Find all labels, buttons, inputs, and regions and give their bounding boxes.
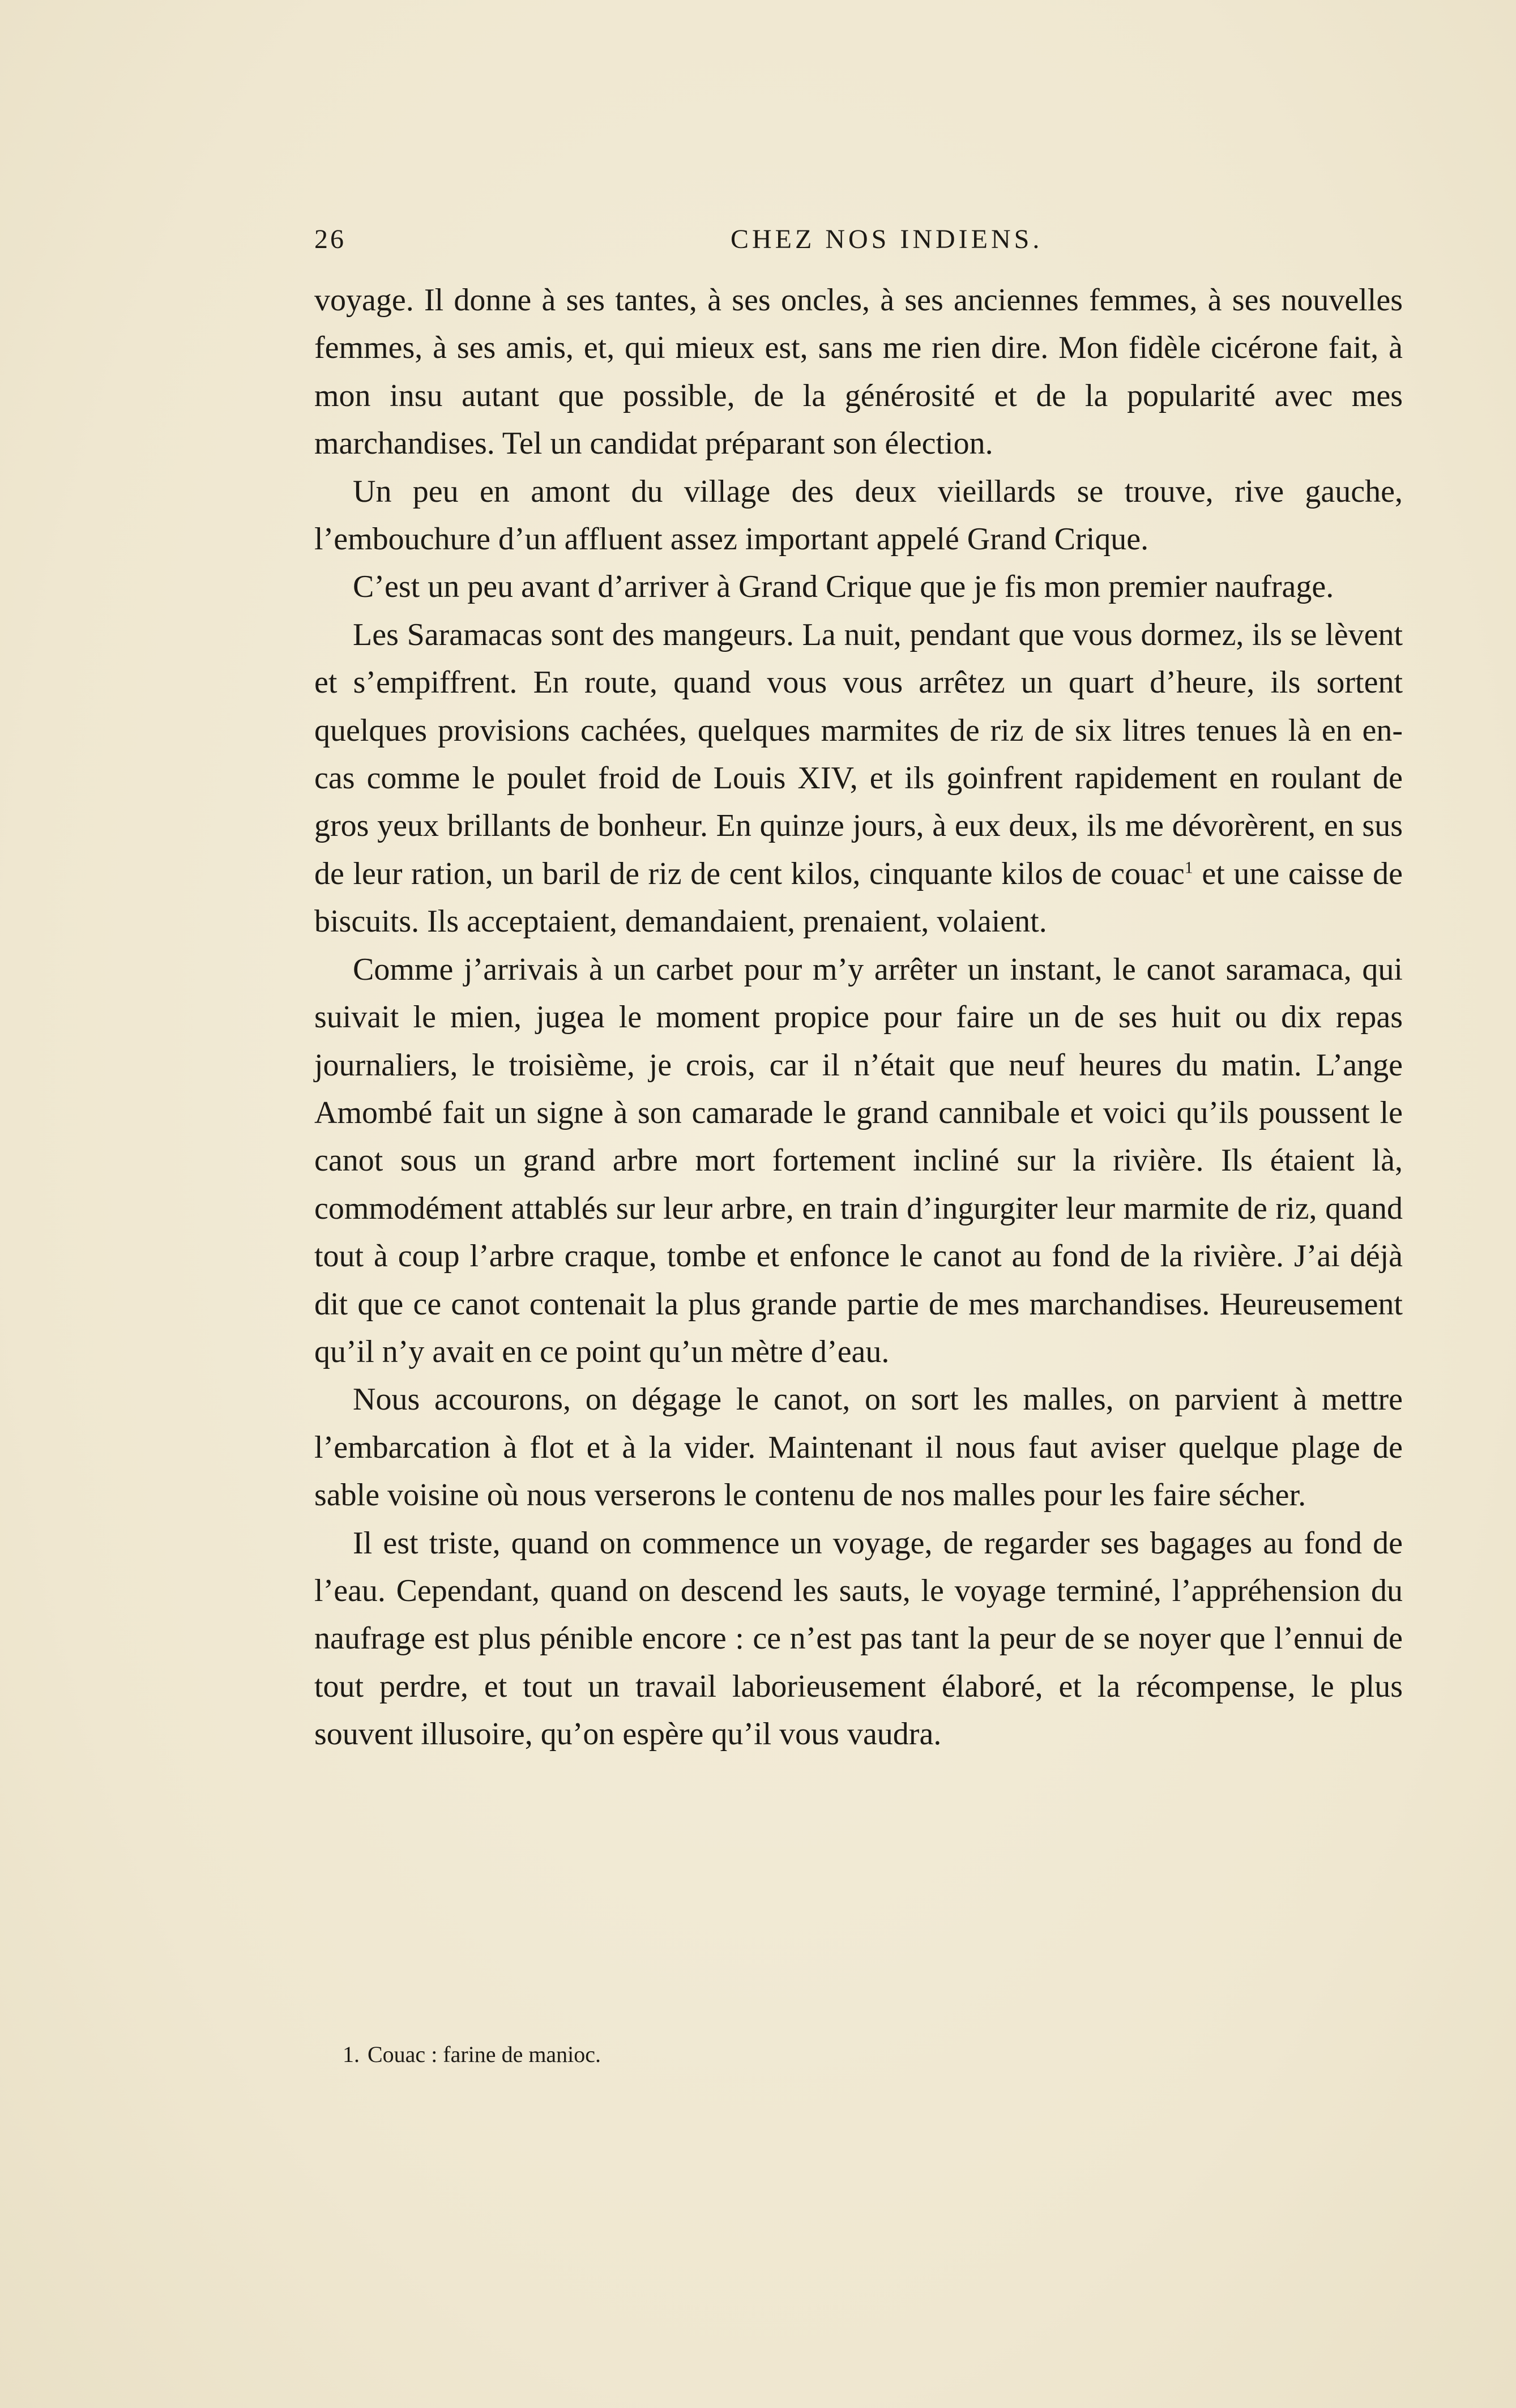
- footnote: [343, 2038, 1402, 2072]
- footnote-marker: 1: [1184, 858, 1193, 877]
- footnote-text: Couac : farine de manioc.: [368, 2042, 601, 2067]
- paragraph: Il est triste, quand on commence un voyage, de regarder ses bagages au fond de l’eau. Cependant, quand on descend les sauts, le voyage terminé, l’appréhension du naufrage est plus pénible encore : ce n’est pas tant la peur de se noyer que l’ennui de tout perdre, et tout un travail laborieusement élaboré, et la récompense, le plus souvent illusoire, qu’on espère qu’il vous vaudra.: [314, 1525, 1403, 1752]
- running-title: CHEZ NOS INDIENS.: [731, 224, 1043, 254]
- footnote-number: 1.: [343, 2042, 360, 2067]
- paragraph: C’est un peu avant d’arriver à Grand Crique que je fis mon premier naufrage.: [353, 569, 1334, 605]
- paragraph: voyage. Il donne à ses tantes, à ses oncles, à ses anciennes femmes, à ses nouvelles femmes, à ses amis, et, qui mieux est, sans me rien dire. Mon fidèle cicérone fait, à mon insu autant que possible, de la générosité et de la popularité avec mes marchandises. Tel un candidat préparant son élection.: [314, 283, 1403, 462]
- paragraph: Un peu en amont du village des deux vieillards se trouve, rive gauche, l’embouchure d’un affluent assez important appelé Grand Crique.: [314, 473, 1403, 557]
- page-header: [314, 224, 1390, 263]
- paragraph: Nous accourons, on dégage le canot, on sort les malles, on parvient à mettre l’embarcation à flot et à la vider. Maintenant il nous faut aviser quelque plage de sable voisine où nous verserons le contenu de nos malles pour les faire sécher.: [314, 1382, 1403, 1513]
- paragraph: Comme j’arrivais à un carbet pour m’y arrêter un instant, le canot saramaca, qui suivait le mien, jugea le moment propice pour faire un de ses huit ou dix repas journaliers, le troisième, je crois, car il n’était que neuf heures du matin. L’ange Amombé fait un signe à son camarade le grand cannibale et voici qu’ils poussent le canot sous un grand arbre mort fortement incliné sur la rivière. Ils étaient là, commodément attablés sur leur arbre, en train d’ingurgiter leur marmite de riz, quand tout à coup l’arbre craque, tombe et enfonce le canot au fond de la rivière. J’ai déjà dit que ce canot contenait la plus grande partie de mes marchandises. Heureusement qu’il n’y avait en ce point qu’un mètre d’eau.: [314, 951, 1403, 1369]
- paragraph-text-tail: et une caisse de biscuits. Ils acceptaient, demandaient, prenaient, volaient.: [314, 856, 1403, 940]
- paragraph-text: Les Saramacas sont des mangeurs. La nuit, pendant que vous dormez, ils se lèvent et s’empiffrent. En route, quand vous vous arrêtez un quart d’heure, ils sortent quelques provisions cachées, quelques marmites de riz de six litres tenues là en en-cas comme le poulet froid de Louis XIV, et ils goinfrent rapidement en roulant de gros yeux brillants de bonheur. En quinze jours, à eux deux, ils me dévorèrent, en sus de leur ration, un baril de riz de cent kilos, cinquante kilos de couac: [314, 617, 1403, 891]
- paragraph: [314, 611, 1403, 946]
- body-text: [314, 276, 1403, 1758]
- page-number: 26: [314, 224, 346, 254]
